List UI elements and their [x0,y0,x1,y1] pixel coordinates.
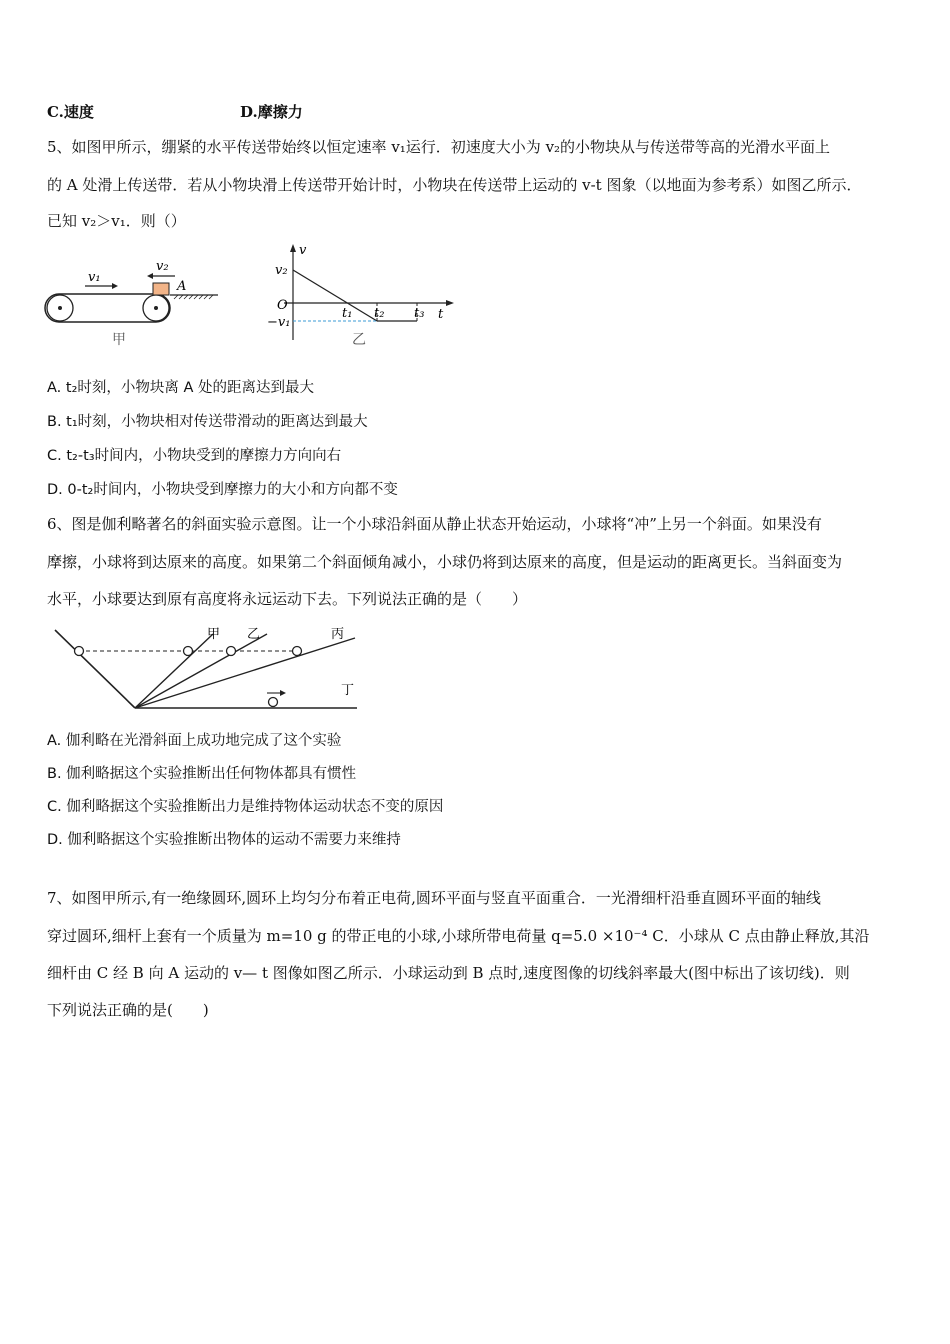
ball-yi [227,647,236,656]
q6-option-d: D. 伽利略据这个实验推断出物体的运动不需要力来维持 [47,832,401,848]
origin-label: O [277,298,288,313]
figure-yi-caption: 乙 [352,332,366,348]
ball-start [75,647,84,656]
conveyor-belt-figure [40,252,225,352]
q6-stem-line-1: 6、图是伽利略著名的斜面实验示意图。让一个小球沿斜面从静止状态开始运动，小球将“冲”上另一个斜面。如果没有 [47,515,822,533]
t3-label: t₃ [414,306,425,321]
q6-stem-line-3: 水平，小球要达到原有高度将永远运动下去。下列说法正确的是（ ） [47,590,528,608]
label-jia: 甲 [207,627,221,642]
point-a-label: A [177,279,187,294]
q6-option-b: B. 伽利略据这个实验推断出任何物体都具有惯性 [47,766,357,782]
label-bing: 丙 [331,627,345,642]
ball-ding [269,698,278,707]
ground-hatching [174,295,213,299]
q5-option-b: B. t₁时刻，小物块相对传送带滑动的距离达到最大 [47,414,368,430]
q6-stem-line-2: 摩擦，小球将到达原来的高度。如果第二个斜面倾角减小，小球仍将到达原来的高度，但是运动的距离更长。当斜面变为 [47,553,843,571]
q5-option-a: A. t₂时刻，小物块离 A 处的距离达到最大 [47,380,315,396]
q7-stem-line-3: 细杆由 C 经 B 向 A 运动的 v— t 图像如图乙所示．小球运动到 B 点时,速度图像的切线斜率最大(图中标出了该切线)．则 [47,964,850,982]
ball-jia [184,647,193,656]
q5-option-d: D. 0-t₂时间内，小物块受到摩擦力的大小和方向都不变 [47,482,398,498]
incline-bing [135,638,355,708]
velocity-line [293,270,377,321]
q6-option-a: A. 伽利略在光滑斜面上成功地完成了这个实验 [47,733,342,749]
first-incline [55,630,135,708]
v2-label: v₂ [156,259,169,274]
label-ding: 丁 [341,683,355,698]
q5-stem-line-1: 5、如图甲所示，绷紧的水平传送带始终以恒定速率 v₁运行．初速度大小为 v₂的小物块从与传送带等高的光滑水平面上 [47,138,831,156]
q4-option-d: D.摩擦力 [240,103,303,121]
q6-option-c: C. 伽利略据这个实验推断出力是维持物体运动状态不变的原因 [47,799,444,815]
t1-label: t₁ [342,306,353,321]
t-axis-label: t [438,307,444,322]
neg-v1-tick-label: −v₁ [267,315,291,330]
figure-jia-caption: 甲 [112,332,126,348]
belt-loop [45,294,170,322]
v-axis-label: v [299,243,307,258]
q7-stem-line-2: 穿过圆环,细杆上套有一个质量为 m=10 g 的带正电的小球,小球所带电荷量 q=5.0 ×10⁻⁴ C．小球从 C 点由静止释放,其沿 [47,927,870,945]
galileo-incline-figure [45,620,365,715]
v1-label: v₁ [88,270,101,285]
q4-option-c: C.速度 [47,103,94,121]
block [153,283,169,295]
q5-stem-line-3: 已知 v₂＞v₁．则（） [47,212,186,230]
v2-tick-label: v₂ [275,263,288,278]
vt-graph-figure [262,240,462,350]
label-yi: 乙 [247,627,261,642]
q5-option-c: C. t₂-t₃时间内，小物块受到的摩擦力方向向右 [47,448,342,464]
ball-bing [293,647,302,656]
q7-stem-line-1: 7、如图甲所示,有一绝缘圆环,圆环上均匀分布着正电荷,圆环平面与竖直平面重合．一光滑细杆沿垂直圆环平面的轴线 [47,889,821,907]
q5-stem-line-2: 的 A 处滑上传送带．若从小物块滑上传送带开始计时，小物块在传送带上运动的 v-t 图象（以地面为参考系）如图乙所示． [47,176,862,194]
t2-label: t₂ [374,306,385,321]
q7-stem-line-4: 下列说法正确的是( ) [47,1001,209,1019]
